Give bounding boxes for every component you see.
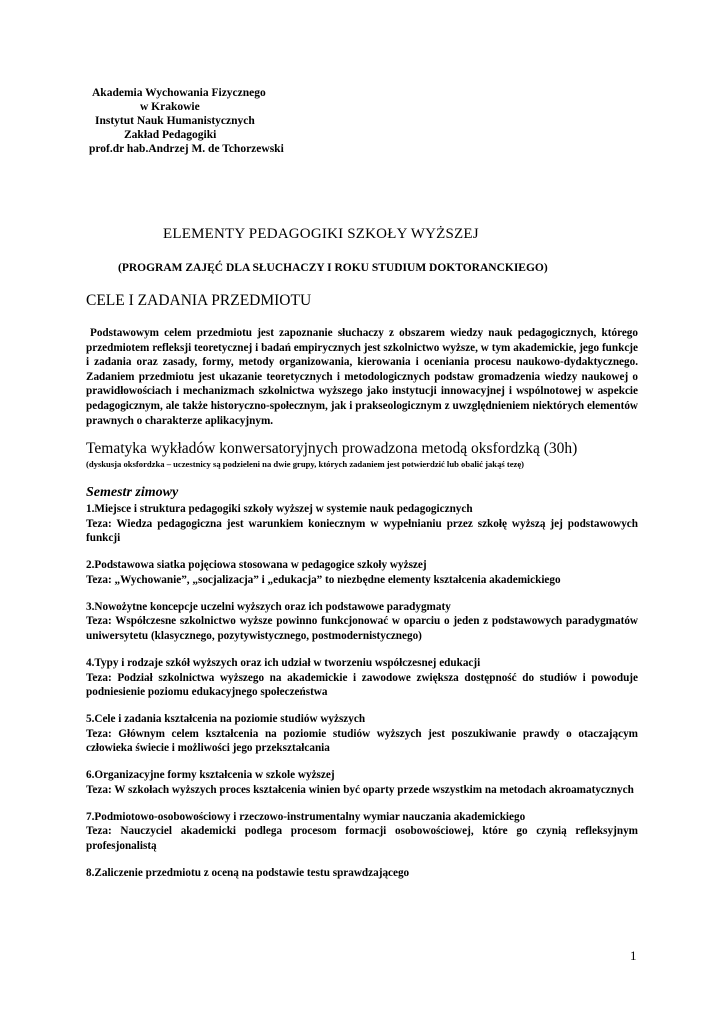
lecture-topics-note: (dyskusja oksfordzka – uczestnicy są podzieleni na dwie grupy, których zadaniem jest potwierdzić lub obalić jakąś tezę) — [86, 459, 525, 469]
topic-title: 3.Nowożytne koncepcje uczelni wyższych oraz ich podstawowe paradygmaty — [86, 600, 451, 613]
lecture-topics-heading: Tematyka wykładów konwersatoryjnych prowadzona metodą oksfordzką (30h) — [86, 440, 578, 457]
topic-thesis: Teza: Wiedza pedagogiczna jest warunkiem koniecznym w wypełnianiu przez szkołę wyższą jej podstawowych funkcji — [86, 517, 638, 545]
institution-header — [0, 86, 724, 156]
topic-title: 5.Cele i zadania kształcenia na poziomie studiów wyższych — [86, 713, 366, 726]
header-line-city: w Krakowie — [140, 101, 200, 113]
topic-thesis: Teza: W szkołach wyższych proces kształcenia winien być oparty przede wszystkim na metodach akroamatycznych — [86, 783, 634, 796]
goals-paragraph: Podstawowym celem przedmiotu jest zapoznanie słuchaczy z obszarem wiedzy nauk pedagogicznych, którego przedmiotem refleksji teoretycznej i badań empirycznych jest szkolnictwo wyższe, w tym akademickie, jego funkcje i zadania oraz zasady, formy, metody organizowania, kierowania i oceniania procesu naukowo-dydaktycznego. Zadaniem przedmiotu jest ukazanie teoretycznych i metodologicznych podstaw gromadzenia wiedzy naukowej o prawidłowościach i mechanizmach szkolnictwa wyższego jako instytucji innowacyjnej i wspólnotowej w aspekcie pedagogicznym, ale także historyczno-społecznym, jak i prakseologicznym z uwzględnieniem niektórych elementów prawnych o charakterze aplikacyjnym. — [86, 327, 638, 427]
header-line-institute: Instytut Nauk Humanistycznych — [95, 115, 255, 127]
list-item — [86, 712, 638, 756]
topic-thesis: Teza: Podział szkolnictwa wyższego na akademickie i zawodowe zwiększa dostępność do studiów i powoduje podniesienie poziomu edukacyjnego społeczeństwa — [86, 671, 638, 699]
list-item — [86, 810, 638, 854]
list-item — [86, 600, 638, 644]
list-item — [86, 866, 638, 881]
header-line-academy: Akademia Wychowania Fizycznego — [92, 87, 266, 99]
topic-thesis: Teza: Nauczyciel akademicki podlega procesom formacji osobowościowej, które go czynią refleksyjnym profesjonalistą — [86, 825, 638, 853]
list-item — [86, 558, 638, 587]
topic-title: 6.Organizacyjne formy kształcenia w szkole wyższej — [86, 769, 335, 782]
list-item — [86, 656, 638, 700]
topic-thesis: Teza: Współczesne szkolnictwo wyższe powinno funkcjonować w oparciu o jeden z podstawowych paradygmatów uniwersytetu (klasycznego, pozytywistycznego, postmodernistycznego) — [86, 615, 638, 642]
topic-title: 4.Typy i rodzaje szkół wyższych oraz ich udział w tworzeniu współczesnej edukacji — [86, 656, 481, 669]
topic-thesis: Teza: „Wychowanie”, „socjalizacja” i „edukacja” to niezbędne elementy kształcenia akademickiego — [86, 573, 561, 586]
topic-title: 8.Zaliczenie przedmiotu z oceną na podstawie testu sprawdzającego — [86, 867, 410, 880]
document-subtitle: (PROGRAM ZAJĘĆ DLA SŁUCHACZY I ROKU STUDIUM DOKTORANCKIEGO) — [118, 262, 548, 274]
topic-thesis: Teza: Głównym celem kształcenia na poziomie studiów wyższych jest poszukiwanie prawdy o otaczającym człowieka świecie i możliwości jego przekształcania — [86, 727, 638, 755]
topic-title: 2.Podstawowa siatka pojęciowa stosowana w pedagogice szkoły wyższej — [86, 559, 427, 572]
semester-heading: Semestr zimowy — [86, 485, 179, 500]
goals-heading: CELE I ZADANIA PRZEDMIOTU — [86, 292, 312, 309]
header-line-author: prof.dr hab.Andrzej M. de Tchorzewski — [89, 143, 284, 155]
list-item — [86, 502, 638, 546]
header-line-department: Zakład Pedagogiki — [124, 129, 217, 141]
topic-title: 7.Podmiotowo-osobowościowy i rzeczowo-instrumentalny wymiar nauczania akademickiego — [86, 810, 526, 823]
document-title: ELEMENTY PEDAGOGIKI SZKOŁY WYŻSZEJ — [163, 226, 479, 242]
topic-list — [86, 502, 638, 893]
topic-title: 1.Miejsce i struktura pedagogiki szkoły wyższej w systemie nauk pedagogicznych — [86, 503, 473, 515]
page-number: 1 — [630, 948, 637, 963]
list-item — [86, 768, 638, 797]
